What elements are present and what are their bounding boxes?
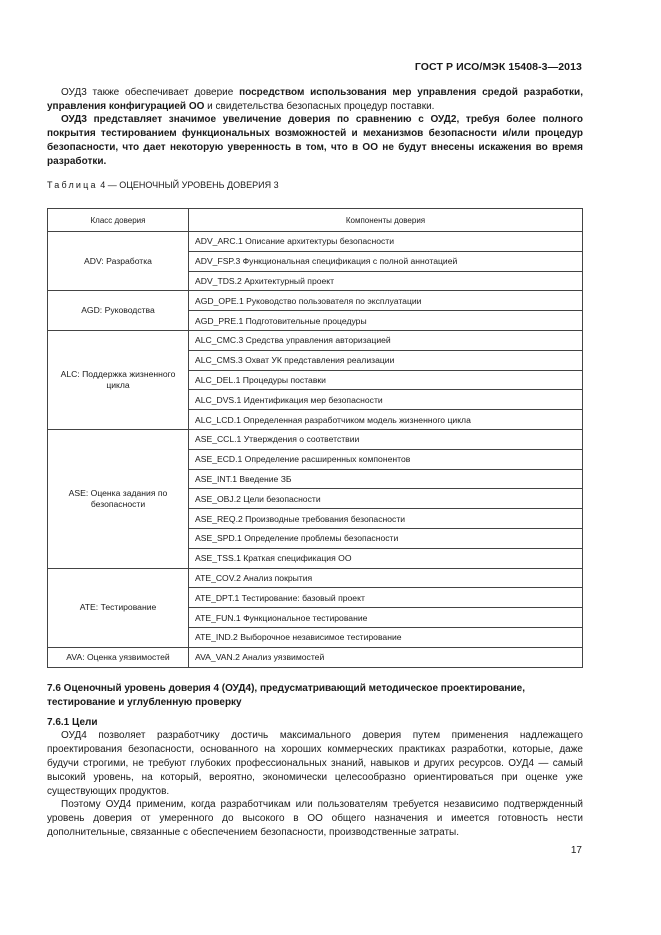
assurance-table — [47, 208, 583, 668]
table-caption-title: 4 — ОЦЕНОЧНЫЙ УРОВЕНЬ ДОВЕРИЯ 3 — [97, 180, 279, 190]
assurance-component-cell: AGD_OPE.1 Руководство пользователя по эксплуатации — [189, 291, 583, 311]
assurance-class-cell: ALC: Поддержка жизненного цикла — [48, 330, 189, 429]
assurance-class-cell: ASE: Оценка задания по безопасности — [48, 429, 189, 568]
assurance-class-cell: AGD: Руководства — [48, 291, 189, 331]
assurance-component-cell: ALC_CMC.3 Средства управления авторизацией — [189, 330, 583, 350]
assurance-component-cell: ATE_COV.2 Анализ покрытия — [189, 568, 583, 588]
assurance-component-cell: ASE_INT.1 Введение ЗБ — [189, 469, 583, 489]
assurance-component-cell: ASE_TSS.1 Краткая спецификация ОО — [189, 548, 583, 568]
table-row — [48, 330, 583, 350]
assurance-component-cell: ASE_CCL.1 Утверждения о соответствии — [189, 429, 583, 449]
assurance-component-cell: ASE_OBJ.2 Цели безопасности — [189, 489, 583, 509]
table-caption — [47, 180, 279, 190]
assurance-component-cell: ADV_FSP.3 Функциональная спецификация с полной аннотацией — [189, 251, 583, 271]
assurance-component-cell: ALC_DVS.1 Идентификация мер безопасности — [189, 390, 583, 410]
intro-paragraph-2 — [47, 113, 583, 169]
section-7-6-1-paragraph-2: Поэтому ОУД4 применим, когда разработчикам или пользователям требуется независимо подтвержденный уровень доверия от умеренного до высокого в ОО общего назначения и имеется готовность нести дополнительные, связанные с обеспечением безопасности, производственные затраты. — [47, 799, 583, 838]
assurance-component-cell: ASE_SPD.1 Определение проблемы безопасности — [189, 528, 583, 548]
assurance-component-cell: ADV_TDS.2 Архитектурный проект — [189, 271, 583, 291]
intro-p1-text-a: ОУД3 также обеспечивает доверие — [61, 87, 240, 98]
assurance-component-cell: ATE_FUN.1 Функциональное тестирование — [189, 608, 583, 628]
assurance-component-cell: ALC_DEL.1 Процедуры поставки — [189, 370, 583, 390]
table-row — [48, 291, 583, 311]
assurance-component-cell: ASE_ECD.1 Определение расширенных компонентов — [189, 449, 583, 469]
table-row — [48, 232, 583, 252]
section-7-6-title: 7.6 Оценочный уровень доверия 4 (ОУД4), предусматривающий методическое проектирование, тестирование и углубленную проверку — [47, 683, 525, 708]
assurance-component-cell: AGD_PRE.1 Подготовительные процедуры — [189, 311, 583, 331]
assurance-component-cell: ATE_IND.2 Выборочное независимое тестирование — [189, 627, 583, 647]
assurance-component-cell: ASE_REQ.2 Производные требования безопасности — [189, 509, 583, 529]
intro-p2-text: ОУД3 представляет значимое увеличение доверия по сравнению с ОУД2, требуя более полного покрытия тестированием функциональных возможностей и механизмов безопасности и/или процедур безопасности, что дает некоторую уверенность в том, что в ОО не будут внесены искажения во время разработки. — [47, 114, 583, 167]
assurance-component-cell: ALC_LCD.1 Определенная разработчиком модель жизненного цикла — [189, 410, 583, 430]
assurance-class-cell: AVA: Оценка уязвимостей — [48, 647, 189, 667]
section-7-6-1-title: 7.6.1 Цели — [47, 717, 98, 728]
document-header: ГОСТ Р ИСО/МЭК 15408-3—2013 — [414, 61, 582, 73]
intro-p1-text-bold: посредством использования мер управления средой разработки, управления конфигурацией ОО — [47, 87, 583, 112]
table-body — [48, 232, 583, 668]
assurance-component-cell: ALC_CMS.3 Охват УК представления реализации — [189, 350, 583, 370]
intro-p1-text-c: и свидетельства безопасных процедур поставки. — [204, 101, 435, 112]
table-header-row — [48, 209, 583, 232]
column-header-components: Компоненты доверия — [189, 209, 583, 232]
table-row — [48, 429, 583, 449]
assurance-class-cell: ADV: Разработка — [48, 232, 189, 291]
assurance-class-cell: ATE: Тестирование — [48, 568, 189, 647]
section-7-6-1-paragraph-1: ОУД4 позволяет разработчику достичь максимального доверия путем применения надлежащего проектирования безопасности, основанного на хороших коммерческих практиках разработки, которые, даже будучи строгими, не требуют глубоких профессиональных знаний, навыков и других ресурсов. ОУД4 — самый высокий уровень, на который, вероятно, экономически целесообразно ориентироваться при оценке уже существующих продуктов. — [47, 730, 583, 797]
table-row — [48, 568, 583, 588]
assurance-component-cell: ATE_DPT.1 Тестирование: базовый проект — [189, 588, 583, 608]
intro-paragraph-1 — [47, 86, 583, 114]
table-caption-word: Таблица — [47, 180, 98, 190]
page-number: 17 — [570, 845, 582, 856]
table-row — [48, 647, 583, 667]
column-header-class: Класс доверия — [48, 209, 189, 232]
assurance-component-cell: AVA_VAN.2 Анализ уязвимостей — [189, 647, 583, 667]
assurance-component-cell: ADV_ARC.1 Описание архитектуры безопасности — [189, 232, 583, 252]
